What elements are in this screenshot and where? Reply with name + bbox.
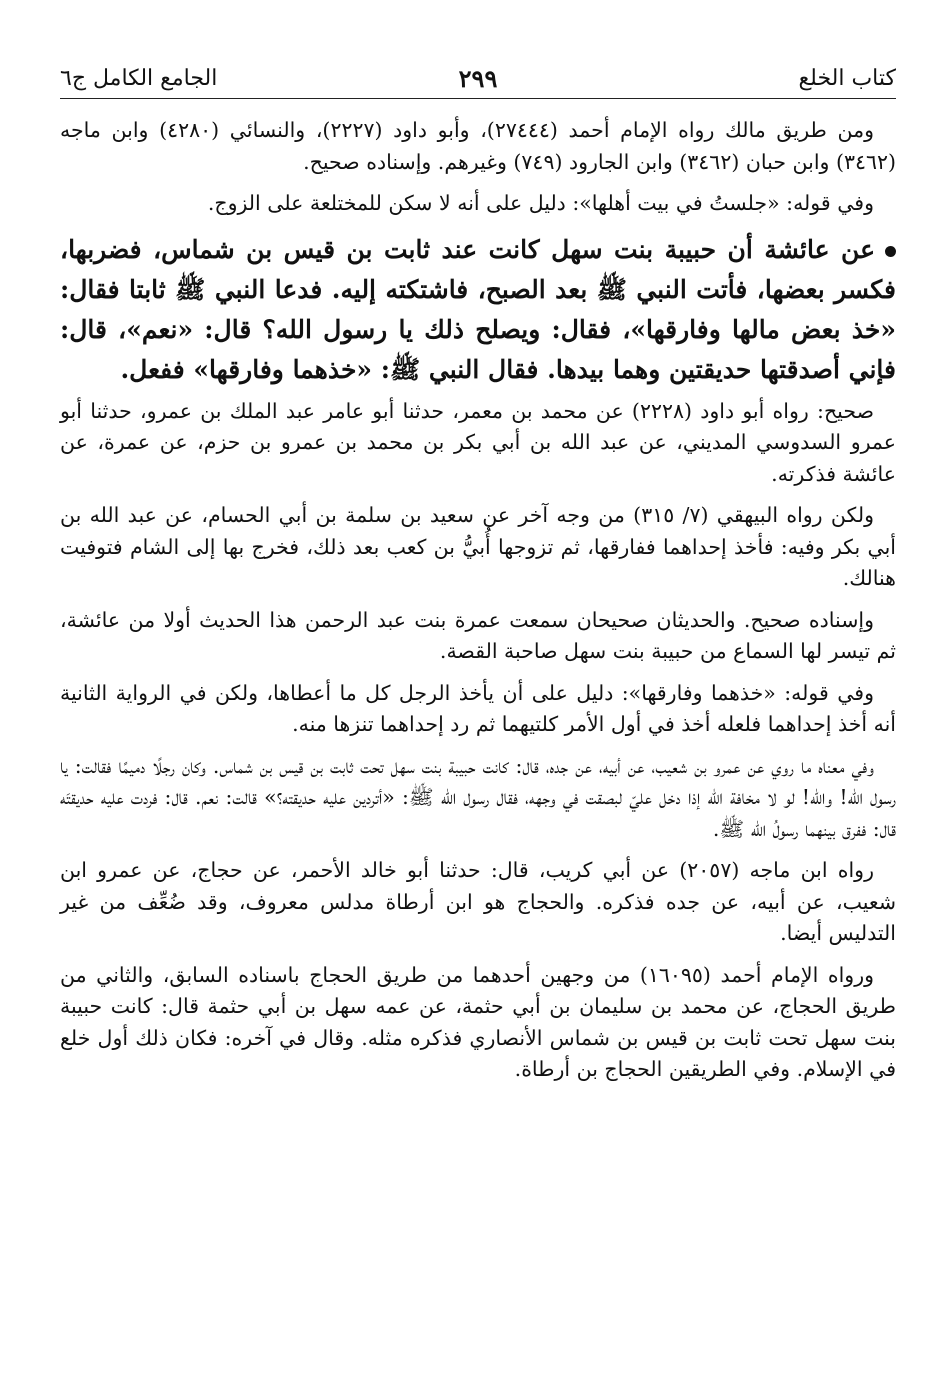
hadith-body: عن عائشة أن حبيبة بنت سهل كانت عند ثابت بن قيس بن شماس، فضربها، فكسر بعضها، فأتت النبي ﷺ بعد الصبح، فاشتكته إليه. فدعا النبي ﷺ ثابتا فقال: «خذ بعض مالها وفارقها»، فقال: ويصلح ذلك يا رسول الله؟ قال: «نعم»، قال: فإني أصدقتها حديقتين وهما بيدها. فقال النبي ﷺ: «خذهما وفارقها» ففعل. bbox=[60, 234, 896, 384]
paragraph-6: وإسناده صحيح. والحديثان صحيحان سمعت عمرة بنت عبد الرحمن هذا الحديث أولا من عائشة، ثم تيسر لها السماع من حبيبة بنت سهل صاحبة القصة. bbox=[60, 607, 896, 663]
hadith-text bbox=[60, 230, 896, 390]
paragraph-9: رواه ابن ماجه (٢٠٥٧) عن أبي كريب، قال: حدثنا أبو خالد الأحمر، عن حجاج، عن عمرو ابن شعيب، عن أبيه، عن جده فذكره. والحجاج هو ابن أرطاة مدلس معروف، وقد ضُعِّف من غير التدليس أيضا. bbox=[60, 858, 896, 945]
chapter-title: كتاب الخلع bbox=[798, 66, 896, 91]
bullet-icon bbox=[885, 246, 896, 257]
book-page bbox=[60, 58, 896, 1096]
paragraph-8: وفي معناه ما روي عن عمرو بن شعيب، عن أبيه، عن جده، قال: كانت حبيبة بنت سهل تحت ثابت بن قيس بن شماس. وكان رجلًا دميمًا فقالت: يا رسول الله! والله! لو لا مخافة الله إذا دخل عليّ لبصقت في وجهه، فقال رسول الله ﷺ: «أتردين عليه حديقته؟» قالت: نعم. قال: فردت عليه حديقتَه قال: ففرق بينهما رسولُ الله ﷺ. bbox=[60, 753, 896, 841]
paragraph-2: وفي قوله: «جلستُ في بيت أهلها»: دليل على أنه لا سكن للمختلعة على الزوج. bbox=[207, 191, 874, 215]
paragraph-4: صحيح: رواه أبو داود (٢٢٢٨) عن محمد بن معمر، حدثنا أبو عامر عبد الملك بن عمرو، حدثنا أبو عمرو السدوسي المديني، عن عبد الله بن أبي بكر بن محمد بن عمرو بن حزم، عن عمرة، عن عائشة فذكرته. bbox=[60, 398, 896, 486]
paragraph-10: ورواه الإمام أحمد (١٦٠٩٥) من وجهين أحدهما من طريق الحجاج باسناده السابق، والثاني من طريق الحجاج، عن محمد بن سليمان بن أبي حثمة، عن عمه سهل بن أبي حثمة قال: كانت حبيبة بنت سهل تحت ثابت بن قيس بن شماس الأنصاري فذكره مثله. وقال في آخره: فكان ذلك أول خلع في الإسلام. وفي الطريقين الحجاج بن أرطاة. bbox=[60, 962, 896, 1081]
page-number: ٢٩٩ bbox=[458, 64, 498, 93]
paragraph-1: ومن طريق مالك رواه الإمام أحمد (٢٧٤٤٤)، وأبو داود (٢٢٢٧)، والنسائي (٤٢٨٠) وابن ماجه (٣٤٦٢) وابن حبان (٣٤٦٢) وابن الجارود (٧٤٩) وغيرهم. وإسناده صحيح. bbox=[60, 118, 896, 174]
running-header bbox=[60, 58, 896, 99]
paragraph-7: وفي قوله: «خذهما وفارقها»: دليل على أن يأخذ الرجل كل ما أعطاها، ولكن في الرواية الثانية أنه أخذ إحداهما فلعله أخذ في أول الأمر كلتيهما ثم رد إحداهما تنزها منه. bbox=[60, 680, 896, 736]
paragraph-5: ولكن رواه البيهقي (٧/ ٣١٥) من وجه آخر عن سعيد بن سلمة بن أبي الحسام، عن عبد الله بن أبي بكر وفيه: فأخذ إحداهما ففارقها، ثم تزوجها أُبيُّ بن كعب بعد ذلك، فخرج بها إلى الشام فتوفيت هنالك. bbox=[60, 503, 896, 590]
book-title: الجامع الكامل ج٦ bbox=[60, 66, 218, 91]
page-body bbox=[60, 115, 896, 1086]
